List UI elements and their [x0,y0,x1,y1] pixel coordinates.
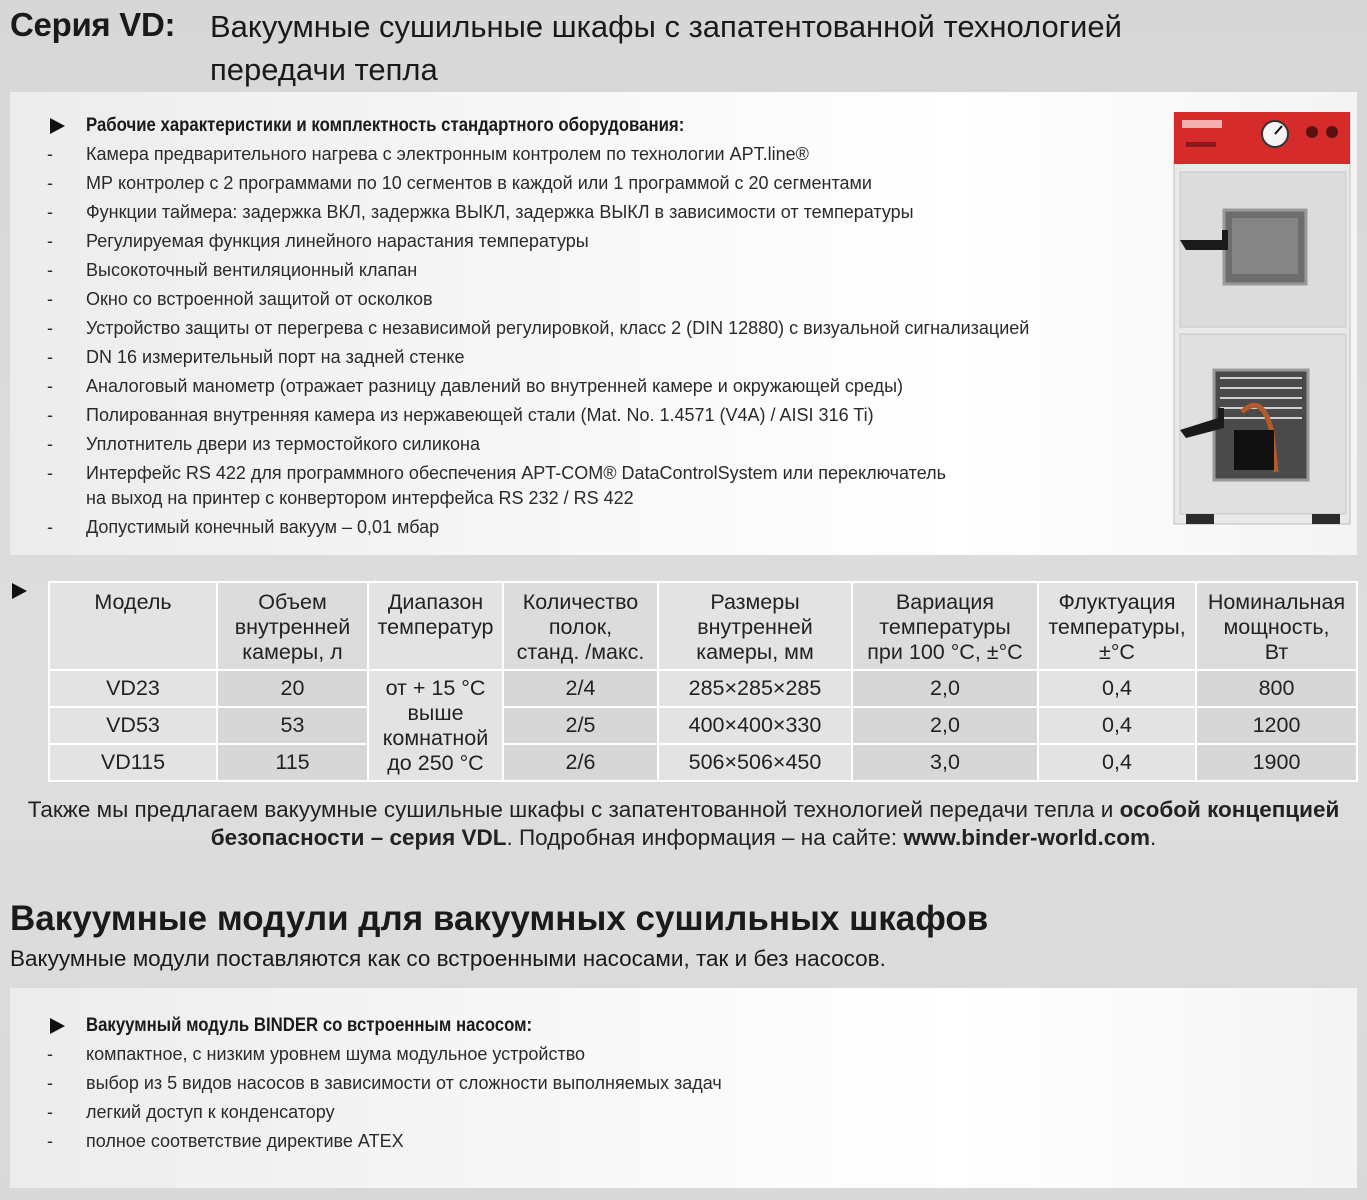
table-arrow-icon [12,583,27,599]
dash-bullet: - [47,1044,53,1064]
list-item: - Камера предварительного нагрева с электронным контролем по технологии APT.line® [47,144,809,164]
list-item: - Устройство защиты от перегрева с независимой регулировкой, класс 2 (DIN 12880) с визуальной сигнализацией [47,318,1030,338]
list-item: - Полированная внутренняя камера из нержавеющей стали (Mat. No. 1.4571 (V4A) / AISI 316 Ti) [47,405,874,425]
table-header-row [49,582,1357,670]
col-header-model: Модель [49,582,217,670]
modules-subtitle: Вакуумные модули поставляются как со встроенными насосами, так и без насосов. [10,946,886,971]
list-item: - Функции таймера: задержка ВКЛ, задержка ВЫКЛ, задержка ВЫКЛ в зависимости от температуры [47,202,914,222]
cell-volume: 53 [217,707,368,744]
modules-heading: Вакуумный модуль BINDER со встроенным насосом: [86,1014,533,1036]
features-heading: Рабочие характеристики и комплектность стандартного оборудования: [86,114,685,136]
cell-fluctuation: 0,4 [1038,670,1196,707]
list-item: - Окно со встроенной защитой от осколков [47,289,433,309]
cell-power: 800 [1196,670,1357,707]
modules-title: Вакуумные модули для вакуумных сушильных шкафов [10,899,989,938]
cell-volume: 115 [217,744,368,781]
list-item: - Регулируемая функция линейного нарастания температуры [47,231,589,251]
dash-bullet: - [47,1131,53,1151]
cell-variation: 2,0 [852,670,1038,707]
vdl-note: Также мы предлагаем вакуумные сушильные шкафы с запатентованной технологией передачи тепла и особой концепцией безопасности – серия VDL. Подробная информация – на сайте: www.binder-world.com. [27,797,1340,850]
dash-bullet: - [47,463,53,483]
dash-bullet: - [47,434,53,454]
dash-bullet: - [47,347,53,367]
series-label: Серия VD: [10,6,176,43]
list-item: - Уплотнитель двери из термостойкого силикона [47,434,480,454]
dash-bullet: - [47,1073,53,1093]
modules-list [10,1044,1010,1160]
col-header-fluctuation: Флуктуация температуры, ±°C [1038,582,1196,670]
cell-model: VD53 [49,707,217,744]
list-item-continuation: на выход на принтер с конвертором интерфейса RS 232 / RS 422 [86,488,634,508]
list-item: - Аналоговый манометр (отражает разницу давлений во внутренней камере и окружающей среды) [47,376,903,396]
dash-bullet: - [47,202,53,222]
list-item: - легкий доступ к конденсатору [47,1102,335,1122]
col-header-temp-range: Диапазон температур [368,582,503,670]
bullet-arrow-icon [50,1018,65,1034]
col-header-shelves: Количество полок, станд. /макс. [503,582,658,670]
features-panel [10,92,1357,555]
cell-variation: 2,0 [852,707,1038,744]
list-item: - полное соответствие директиве ATEX [47,1131,404,1151]
cell-fluctuation: 0,4 [1038,744,1196,781]
cell-volume: 20 [217,670,368,707]
dash-bullet: - [47,405,53,425]
list-item: - компактное, с низким уровнем шума модульное устройство [47,1044,586,1064]
cell-dimensions: 400×400×330 [658,707,852,744]
list-item: - DN 16 измерительный порт на задней стенке [47,347,465,367]
dash-bullet: - [47,173,53,193]
table-row [49,670,1357,707]
list-item: - Интерфейс RS 422 для программного обеспечения APT-COM® DataControlSystem или переключатель [47,463,947,483]
cell-shelves: 2/4 [503,670,658,707]
series-title-line1: Вакуумные сушильные шкафы с запатентованной технологией [210,9,1122,44]
vdl-series-text: особой концепцией безопасности – серия VDL [210,797,1340,850]
col-header-volume: Объем внутренней камеры, л [217,582,368,670]
dash-bullet: - [47,318,53,338]
cell-power: 1200 [1196,707,1357,744]
cell-variation: 3,0 [852,744,1038,781]
col-header-variation: Вариация температуры при 100 °C, ±°C [852,582,1038,670]
dash-bullet: - [47,231,53,251]
dash-bullet: - [47,376,53,396]
dash-bullet: - [47,1102,53,1122]
vacuum-oven-image [1172,112,1352,527]
list-item: - Допустимый конечный вакуум – 0,01 мбар [47,517,440,537]
col-header-power: Номинальная мощность, Вт [1196,582,1357,670]
list-item: - Высокоточный вентиляционный клапан [47,260,418,280]
bullet-arrow-icon [50,118,65,134]
website-text: www.binder-world.com [903,825,1151,850]
cell-shelves: 2/5 [503,707,658,744]
series-title-line2: передачи тепла [210,52,438,87]
cell-temp-range: от + 15 °C выше комнатной до 250 °C [368,670,503,781]
dash-bullet: - [47,289,53,309]
list-item: - выбор из 5 видов насосов в зависимости от сложности выполняемых задач [47,1073,722,1093]
spec-table [48,581,1358,782]
table-row [49,707,1357,744]
dash-bullet: - [47,144,53,164]
cell-fluctuation: 0,4 [1038,707,1196,744]
cell-shelves: 2/6 [503,744,658,781]
cell-dimensions: 506×506×450 [658,744,852,781]
modules-panel [10,988,1357,1188]
cell-power: 1900 [1196,744,1357,781]
dash-bullet: - [47,260,53,280]
cell-model: VD115 [49,744,217,781]
cell-model: VD23 [49,670,217,707]
dash-bullet: - [47,517,53,537]
table-row [49,744,1357,781]
col-header-dimensions: Размеры внутренней камеры, мм [658,582,852,670]
features-list [10,144,1160,546]
cell-dimensions: 285×285×285 [658,670,852,707]
list-item: - МР контролер с 2 программами по 10 сегментов в каждой или 1 программой с 20 сегментами [47,173,872,193]
